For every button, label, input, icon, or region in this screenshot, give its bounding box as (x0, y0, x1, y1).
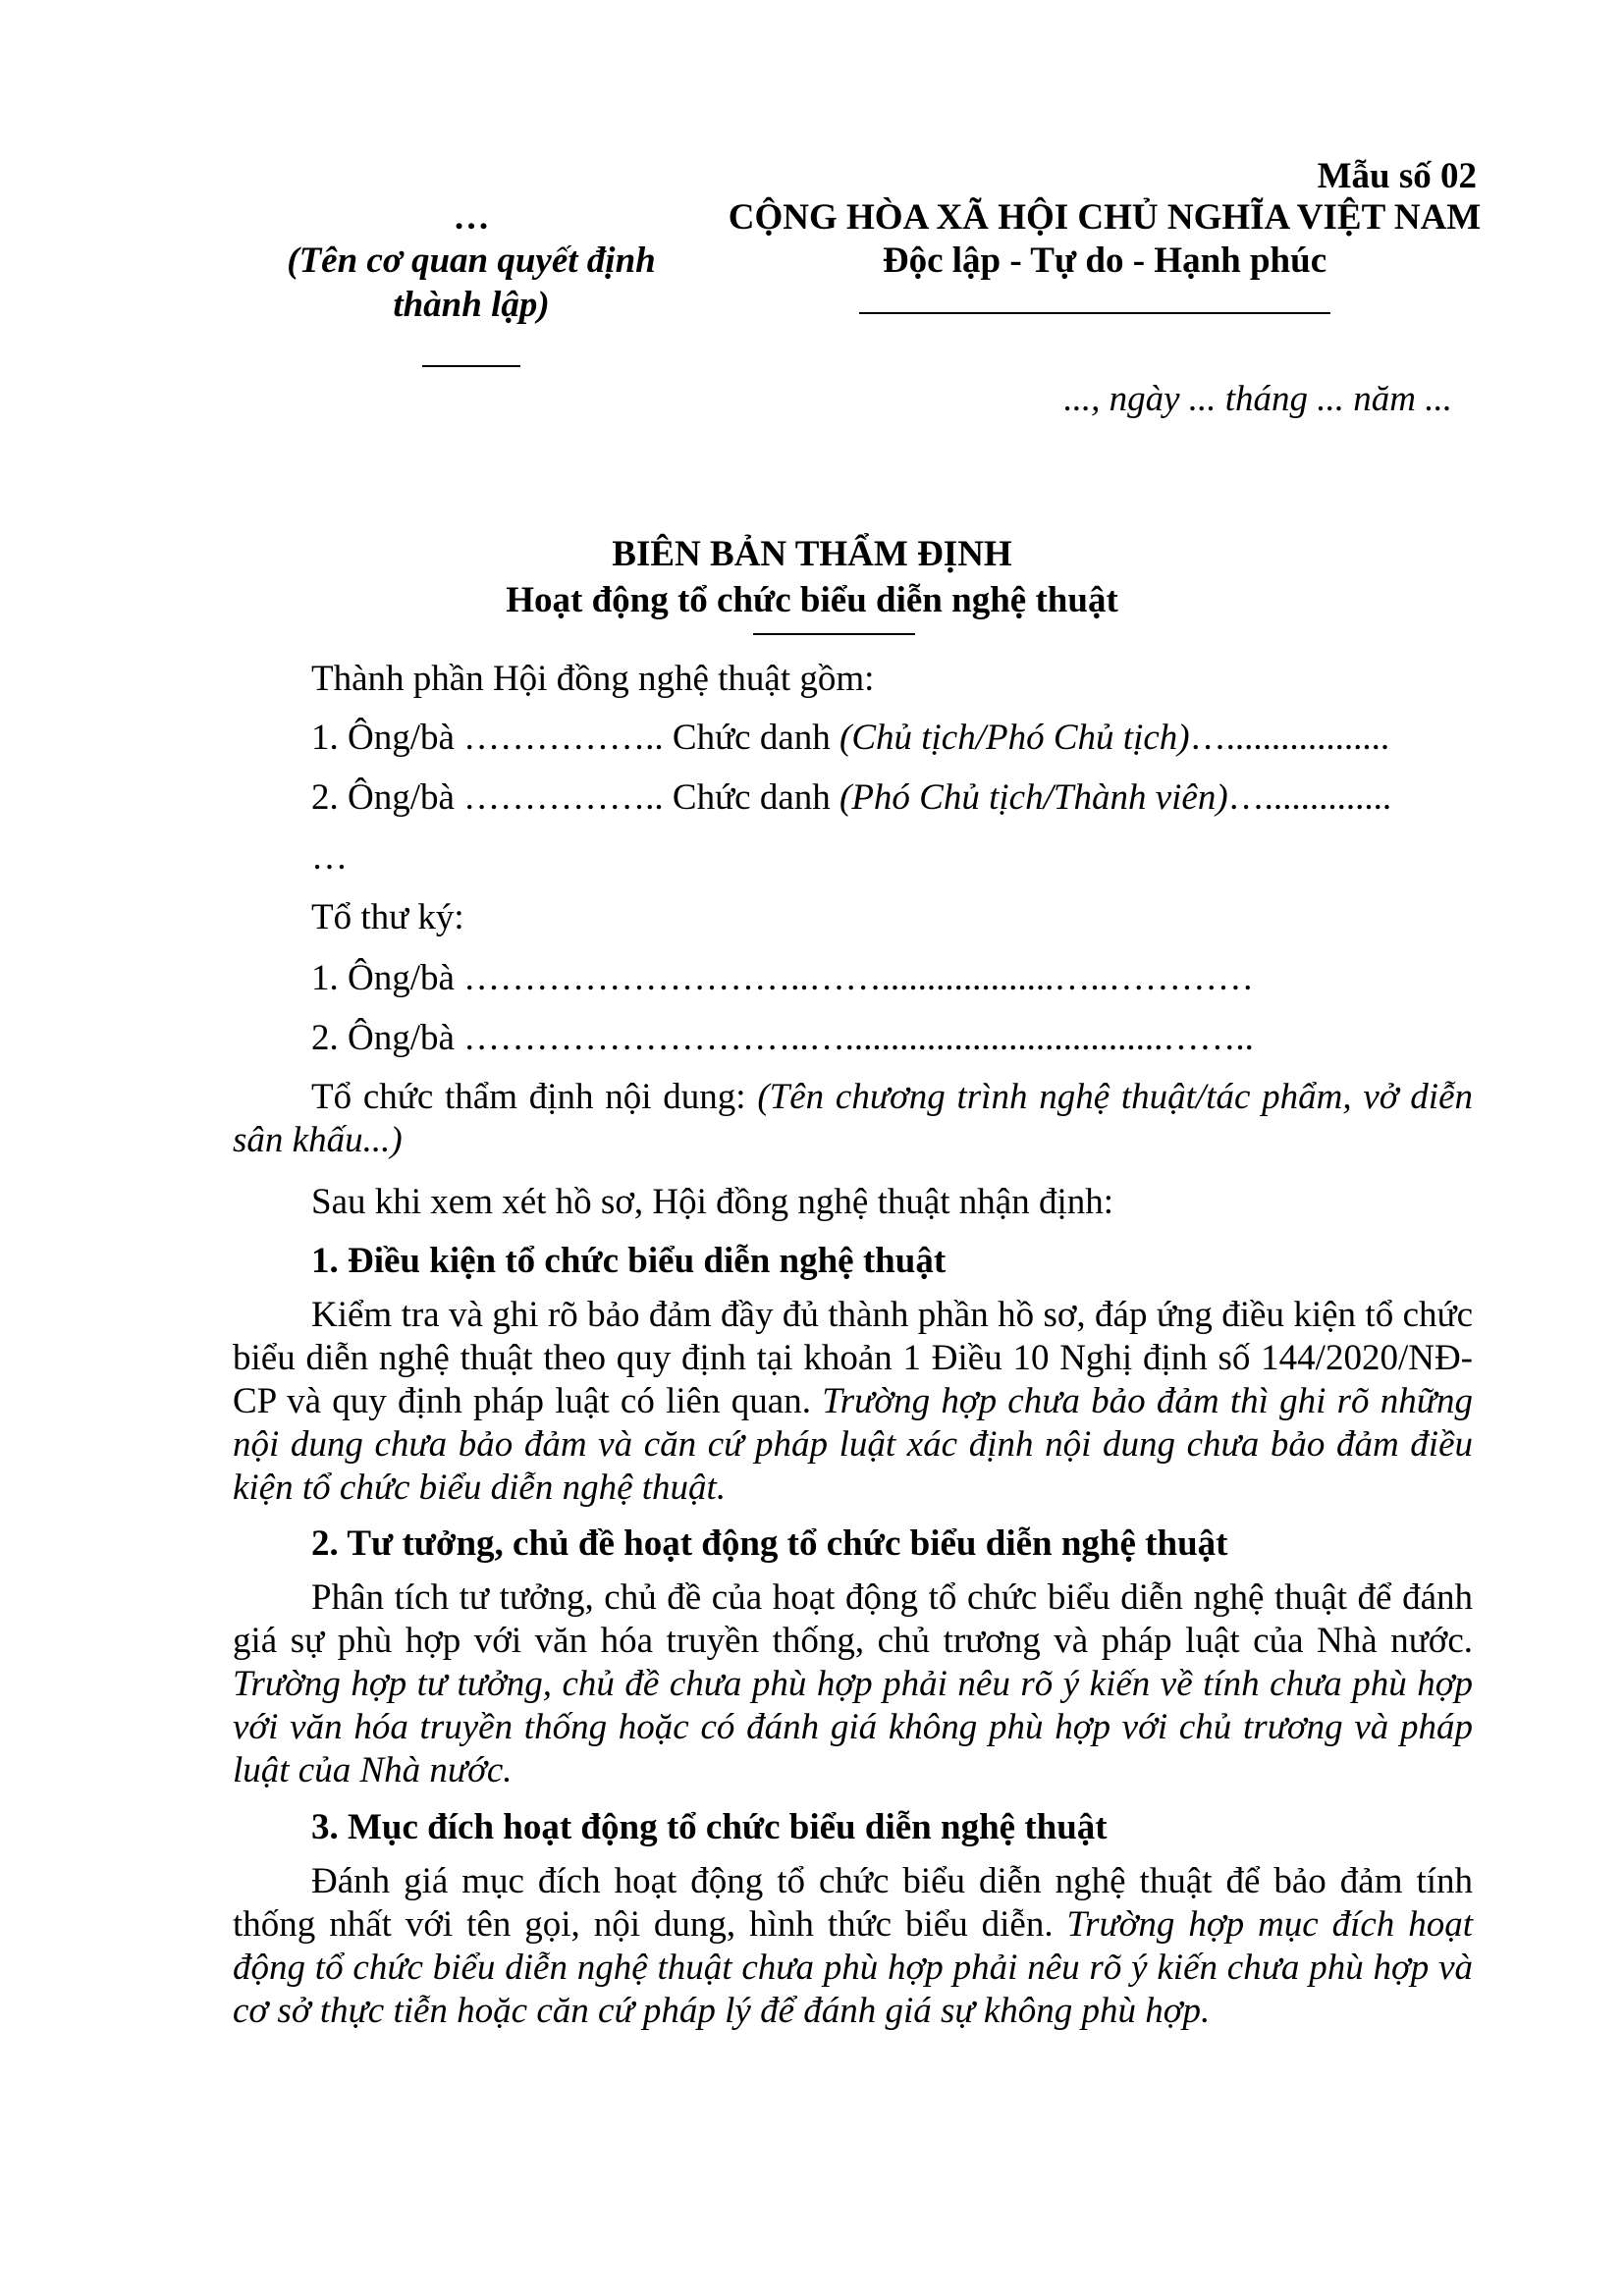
section-1-heading: 1. Điều kiện tổ chức biểu diễn nghệ thuật (311, 1241, 947, 1281)
member-2-role: (Phó Chủ tịch/Thành viên) (839, 777, 1228, 818)
section-2-note: Trường hợp tư tưởng, chủ đề chưa phù hợp phải nêu rõ ý kiến về tính chưa phù hợp với văn hóa truyền thống hoặc có đánh giá không phù hợp với chủ trương và pháp luật của Nhà nước. (233, 1664, 1473, 1790)
review-line: Sau khi xem xét hồ sơ, Hội đồng nghệ thuật nhận định: (311, 1182, 1114, 1222)
member-2-prefix: 2. Ông/bà …………….. Chức danh (311, 777, 839, 818)
section-1-body (233, 1294, 1473, 1510)
council-intro: Thành phần Hội đồng nghệ thuật gồm: (311, 659, 875, 699)
agency-ellipsis: … (453, 197, 490, 238)
secretary-member-2: 2. Ông/bà ………………………..…...................................…….. (311, 1018, 1254, 1058)
section-2-text: Phân tích tư tưởng, chủ đề của hoạt động tổ chức biểu diễn nghệ thuật để đánh giá sự phù hợp với văn hóa truyền thống, chủ trương và pháp luật của Nhà nước. (233, 1577, 1473, 1661)
document-title: BIÊN BẢN THẨM ĐỊNH (612, 534, 1012, 574)
member-1-prefix: 1. Ông/bà …………….. Chức danh (311, 718, 839, 758)
document-subtitle: Hoạt động tổ chức biểu diễn nghệ thuật (506, 580, 1118, 620)
section-1-text: Kiểm tra và ghi rõ bảo đảm đầy đủ thành phần hồ sơ, đáp ứng điều kiện tổ chức biểu diễn nghệ thuật theo quy định tại khoản 1 Điều 10 Nghị định số 144/2020/NĐ-CP và quy định pháp luật có liên quan. (233, 1295, 1473, 1421)
agency-block (265, 196, 677, 327)
council-member-2 (311, 776, 1391, 820)
date-line: ..., ngày ... tháng ... năm ... (1063, 379, 1452, 419)
motto-underline (859, 312, 1330, 314)
motto: Độc lập - Tự do - Hạnh phúc (882, 240, 1327, 282)
content-placeholder: (Tên chương trình nghệ thuật/tác phẩm, vở diễn sân khấu...) (233, 1077, 1474, 1160)
member-2-suffix: ….............. (1227, 777, 1392, 818)
council-more: … (311, 837, 348, 878)
agency-placeholder: (Tên cơ quan quyết định thành lập) (287, 240, 656, 325)
section-3-note: Trường hợp mục đích hoạt động tổ chức biểu diễn nghệ thuật chưa phù hợp phải nêu rõ ý kiến chưa phù hợp và cơ sở thực tiễn hoặc căn cứ pháp lý để đánh giá sự không phù hợp. (233, 1904, 1474, 2031)
secretary-intro: Tổ thư ký: (311, 897, 464, 937)
agency-underline (422, 365, 520, 367)
secretary-member-1: 1. Ông/bà ………………………..……...................…..………… (311, 958, 1254, 998)
section-1-note: Trường hợp chưa bảo đảm thì ghi rõ những nội dung chưa bảo đảm và căn cứ pháp luật xác định nội dung chưa bảo đảm điều kiện tổ chức biểu diễn nghệ thuật. (233, 1381, 1473, 1508)
content-label: Tổ chức thẩm định nội dung: (311, 1077, 758, 1117)
form-number: Mẫu số 02 (1317, 156, 1477, 196)
section-3-body (233, 1860, 1473, 2033)
section-3-heading: 3. Mục đích hoạt động tổ chức biểu diễn nghệ thuật (311, 1807, 1108, 1847)
section-2-heading: 2. Tư tưởng, chủ đề hoạt động tổ chức biểu diễn nghệ thuật (311, 1523, 1228, 1564)
section-2-body (233, 1576, 1473, 1792)
member-1-role: (Chủ tịch/Phó Chủ tịch) (839, 718, 1190, 758)
council-member-1 (311, 717, 1389, 760)
content-paragraph (233, 1076, 1473, 1162)
title-underline (753, 633, 915, 635)
member-1-suffix: ….................. (1189, 718, 1390, 758)
section-3-text: Đánh giá mục đích hoạt động tổ chức biểu diễn nghệ thuật để bảo đảm tính thống nhất với tên gọi, nội dung, hình thức biểu diễn. (233, 1861, 1473, 1945)
national-header (692, 196, 1517, 284)
nation-title: CỘNG HÒA XÃ HỘI CHỦ NGHĨA VIỆT NAM (728, 197, 1482, 238)
